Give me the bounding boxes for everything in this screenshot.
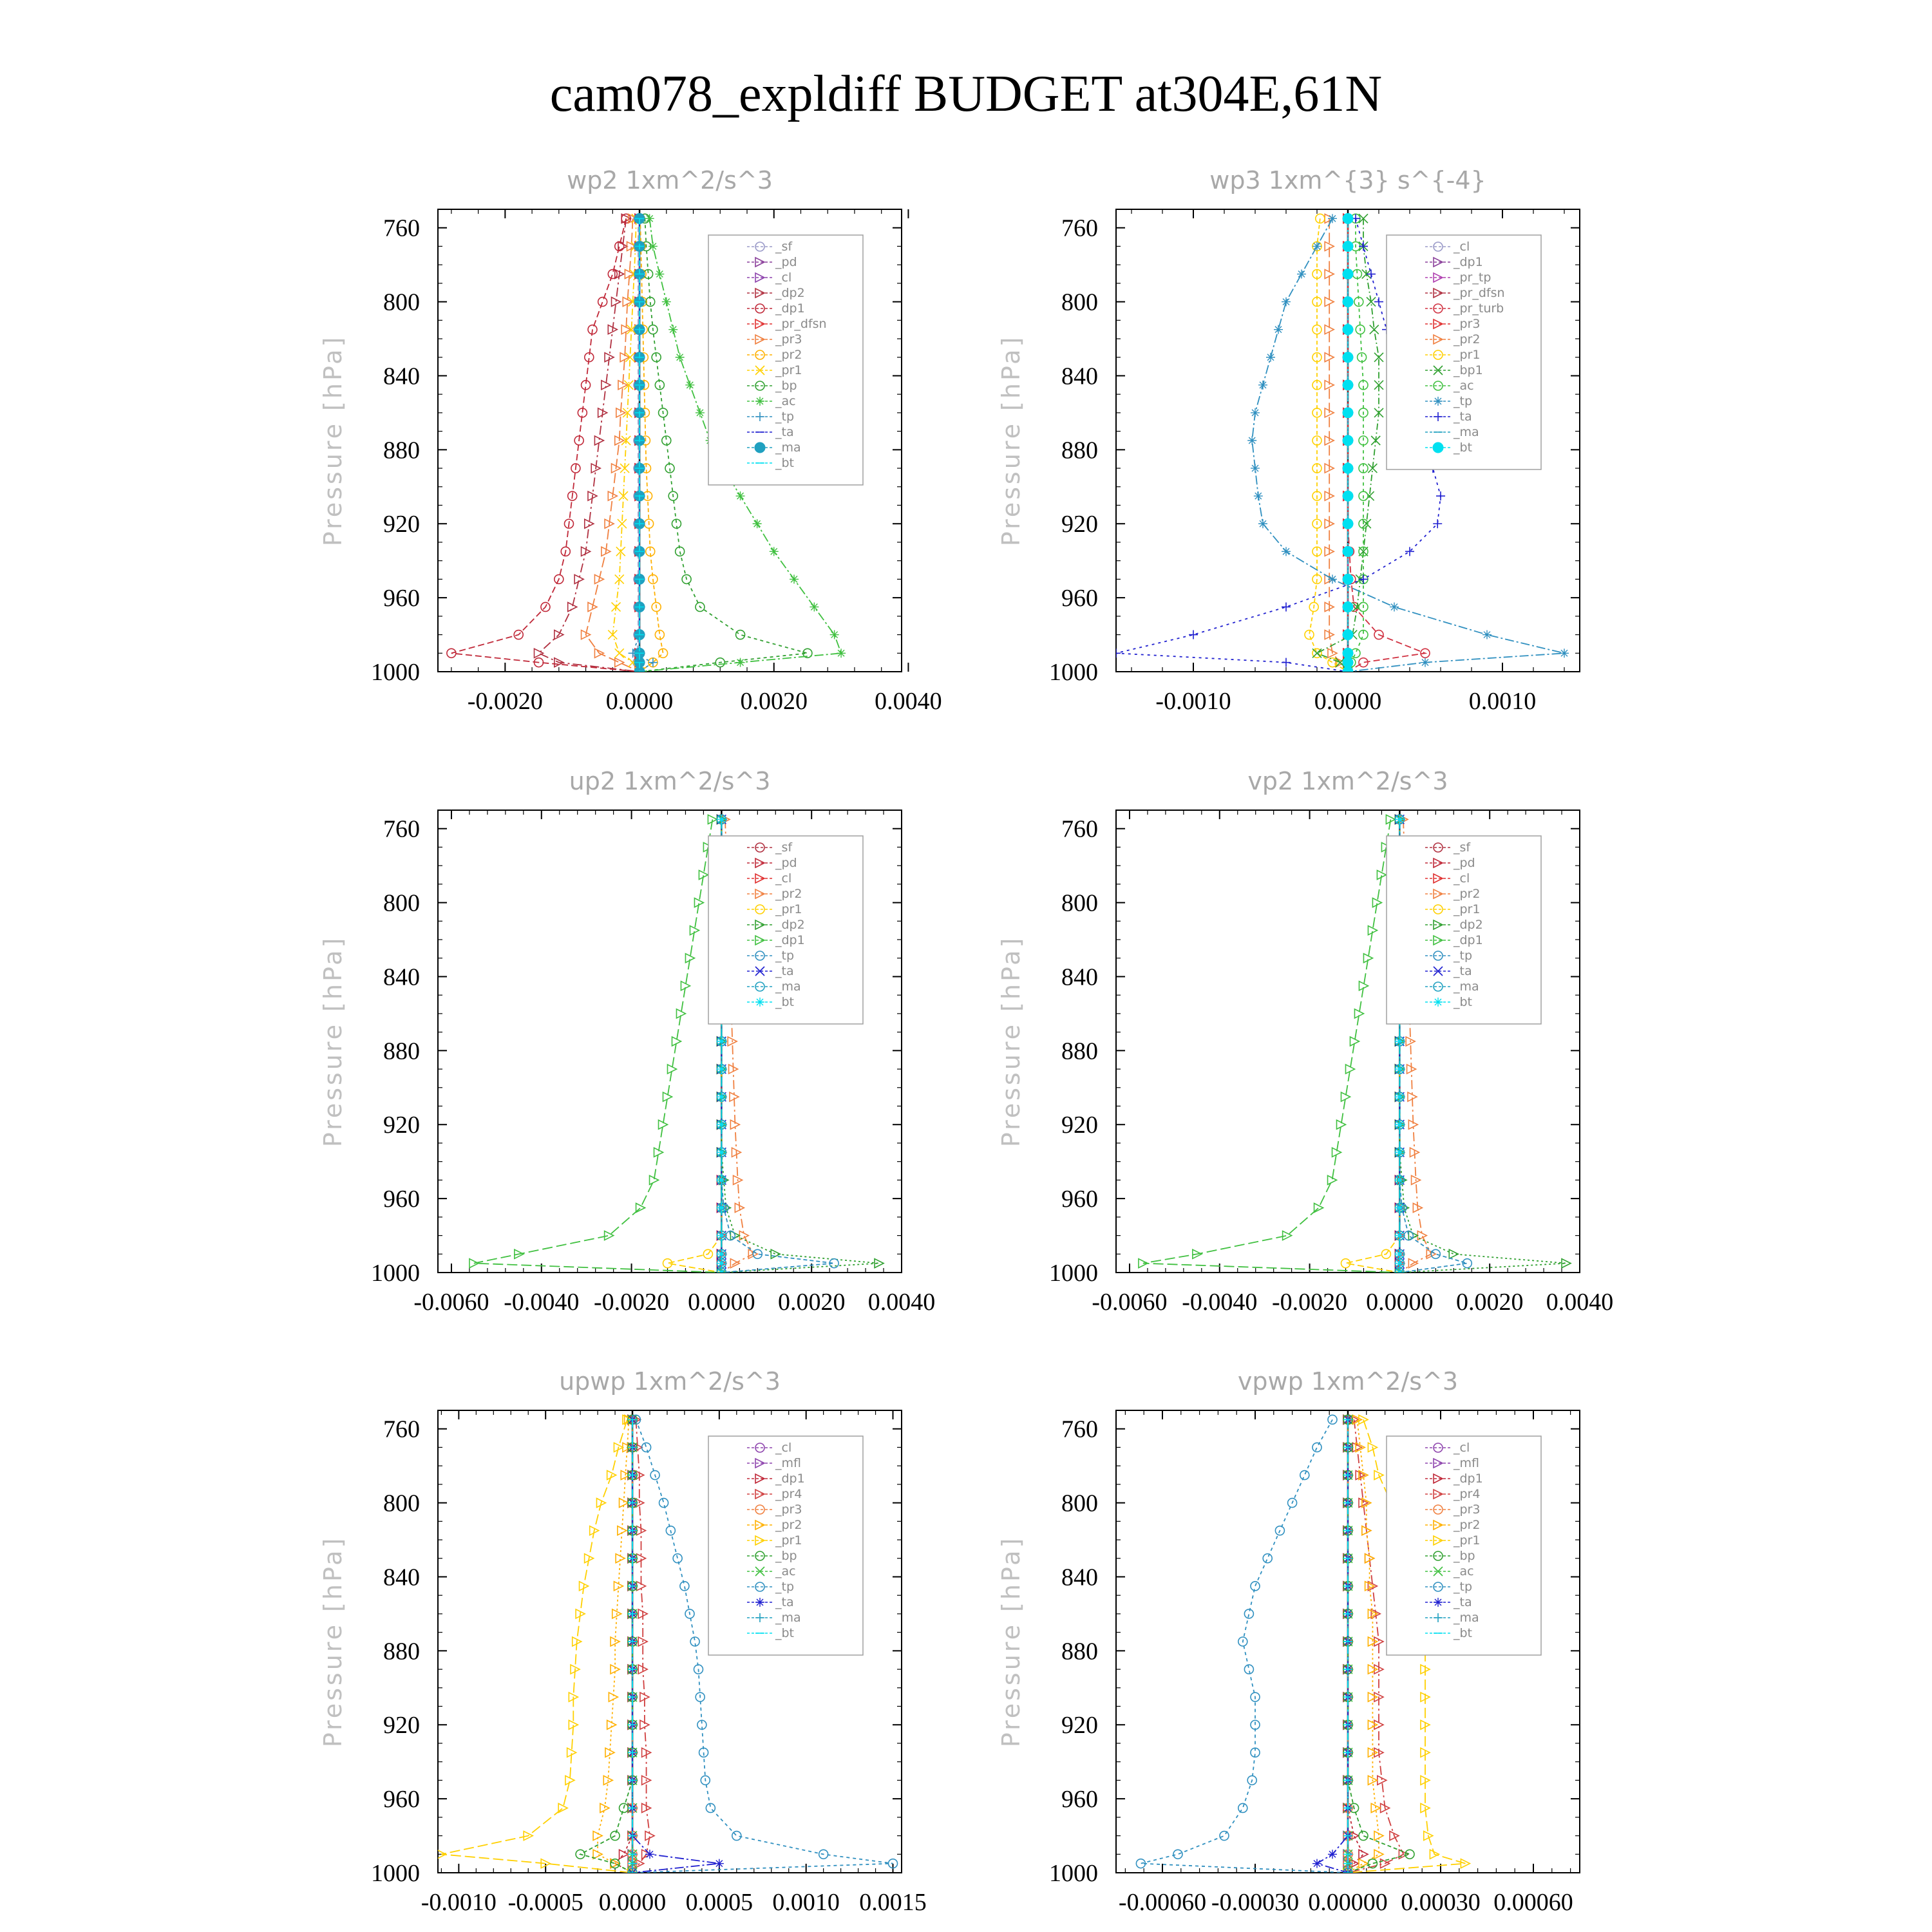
- y-axis-label: Pressure [hPa]: [997, 1535, 1025, 1748]
- legend: [1387, 1436, 1541, 1655]
- y-tick-label: 880: [1061, 1638, 1098, 1665]
- x-tick-label: 0.00030: [1401, 1889, 1481, 1916]
- legend-marker: [1434, 397, 1443, 406]
- figure-title: cam078_expldiff BUDGET at304E,61N: [549, 66, 1383, 122]
- x-tick-label: -0.0005: [507, 1889, 583, 1916]
- x-tick-label: 0.0000: [605, 688, 674, 715]
- y-axis-label: Pressure [hPa]: [319, 1535, 347, 1748]
- legend-label: _dp2: [775, 918, 805, 932]
- data-point: [1282, 298, 1291, 307]
- data-point: [1395, 1259, 1404, 1268]
- y-tick-label: 1000: [1049, 1260, 1098, 1287]
- legend-label: _tp: [1454, 949, 1473, 963]
- legend-label: _dp1: [775, 1472, 805, 1486]
- x-tick-label: -0.0020: [1272, 1289, 1348, 1316]
- data-point: [1251, 464, 1260, 473]
- x-tick-label: 0.0005: [685, 1889, 753, 1916]
- y-tick-label: 880: [383, 1638, 420, 1665]
- panel-title: vp2 1xm^2/s^3: [1247, 767, 1448, 795]
- legend-marker: [755, 397, 764, 406]
- legend: [1387, 235, 1541, 469]
- legend-label: _pr1: [1454, 1533, 1481, 1548]
- legend-label: _ma: [1454, 980, 1479, 994]
- x-tick-label: 0.0010: [772, 1889, 840, 1916]
- data-point: [1251, 408, 1260, 417]
- data-point: [696, 408, 705, 417]
- x-tick-label: 0.0020: [1455, 1289, 1524, 1316]
- data-point: [717, 1259, 726, 1268]
- legend-label: _pr4: [775, 1487, 802, 1501]
- y-tick-label: 800: [383, 889, 420, 917]
- data-point: [1343, 491, 1353, 501]
- legend-label: _tp: [775, 949, 795, 963]
- legend-label: _pr_dfsn: [1454, 286, 1505, 300]
- data-point: [1343, 518, 1353, 529]
- legend-label: _pr1: [1454, 902, 1481, 916]
- data-point: [1482, 630, 1492, 639]
- legend-label: _bp: [1454, 1549, 1475, 1563]
- data-point: [1254, 491, 1263, 500]
- y-tick-label: 920: [383, 511, 420, 538]
- data-point: [1258, 381, 1267, 390]
- legend-label: _ma: [1454, 425, 1479, 439]
- legend-label: _dp1: [1454, 1472, 1483, 1486]
- data-point: [1328, 214, 1337, 223]
- legend-label: _pr2: [1454, 1518, 1481, 1532]
- legend-label: _pr3: [1454, 1502, 1481, 1517]
- legend-label: _ac: [1454, 379, 1474, 393]
- y-tick-label: 1000: [371, 659, 420, 686]
- legend-label: _bp: [775, 1549, 797, 1563]
- legend-label: _tp: [1454, 1580, 1473, 1594]
- data-point: [810, 602, 819, 611]
- y-tick-label: 840: [383, 363, 420, 390]
- data-point: [1282, 547, 1291, 556]
- legend-label: _pr1: [775, 1533, 802, 1548]
- legend-marker: [1433, 442, 1443, 453]
- data-point: [717, 1175, 726, 1184]
- y-tick-label: 840: [383, 1564, 420, 1591]
- x-tick-label: -0.00060: [1118, 1889, 1207, 1916]
- legend-label: _pr_turb: [1454, 301, 1504, 316]
- data-point: [717, 1231, 726, 1240]
- legend-label: _pr2: [775, 348, 802, 362]
- data-point: [1274, 325, 1283, 334]
- legend-label: _dp2: [775, 286, 805, 300]
- legend: [708, 1436, 863, 1655]
- y-tick-label: 800: [1061, 1490, 1098, 1517]
- legend-label: _pr3: [775, 332, 802, 346]
- y-tick-label: 1000: [1049, 1860, 1098, 1887]
- legend-label: _dp1: [1454, 933, 1483, 947]
- y-tick-label: 960: [1061, 1786, 1098, 1814]
- data-point: [1258, 519, 1267, 528]
- legend-label: _ta: [775, 425, 794, 439]
- legend-label: _bt: [775, 456, 795, 470]
- data-point: [736, 491, 745, 500]
- data-point: [1395, 1065, 1404, 1074]
- y-tick-label: 920: [1061, 1112, 1098, 1139]
- data-point: [655, 270, 664, 279]
- legend-label: _bt: [775, 995, 795, 1009]
- panel-title: upwp 1xm^2/s^3: [559, 1367, 781, 1396]
- legend-label: _pr1: [775, 902, 802, 916]
- legend-label: _ma: [775, 1611, 801, 1625]
- y-tick-label: 800: [1061, 289, 1098, 316]
- data-point: [1343, 325, 1353, 335]
- data-point: [1343, 648, 1353, 658]
- y-axis-label: Pressure [hPa]: [997, 334, 1025, 547]
- data-point: [1247, 436, 1256, 445]
- data-point: [668, 325, 677, 334]
- legend-label: _dp1: [775, 933, 805, 947]
- y-tick-label: 760: [1061, 815, 1098, 843]
- legend-label: _pr2: [775, 887, 802, 901]
- data-point: [717, 1037, 726, 1046]
- legend-label: _bp1: [1454, 363, 1483, 377]
- legend-label: _cl: [775, 871, 792, 886]
- data-point: [645, 214, 654, 223]
- data-point: [1395, 1231, 1404, 1240]
- x-tick-label: 0.0000: [1366, 1289, 1434, 1316]
- x-tick-label: 0.0000: [688, 1289, 755, 1316]
- x-tick-label: -0.0040: [504, 1289, 580, 1316]
- legend-label: _cl: [1454, 871, 1470, 886]
- y-tick-label: 960: [383, 585, 420, 612]
- data-point: [1343, 574, 1353, 584]
- y-tick-label: 800: [383, 289, 420, 316]
- y-tick-label: 760: [1061, 214, 1098, 242]
- data-point: [790, 574, 799, 583]
- legend-label: _bt: [1454, 995, 1473, 1009]
- legend-label: _ac: [1454, 1564, 1474, 1578]
- legend-label: _mfl: [1454, 1456, 1479, 1470]
- data-point: [1395, 1037, 1404, 1046]
- legend-label: _ta: [1454, 964, 1472, 978]
- legend-label: _ta: [1454, 410, 1472, 424]
- data-point: [1395, 1203, 1404, 1212]
- data-point: [1343, 380, 1353, 390]
- data-point: [717, 1092, 726, 1101]
- data-point: [1343, 269, 1353, 279]
- data-point: [662, 298, 671, 307]
- legend-label: _pr1: [1454, 348, 1481, 362]
- data-point: [770, 547, 779, 556]
- legend-label: _ta: [1454, 1595, 1472, 1609]
- y-tick-label: 920: [383, 1712, 420, 1739]
- legend: [708, 836, 863, 1024]
- x-tick-label: 0.0020: [777, 1289, 846, 1316]
- y-tick-label: 880: [383, 1037, 420, 1065]
- y-tick-label: 1000: [371, 1860, 420, 1887]
- panel-title: vpwp 1xm^2/s^3: [1237, 1367, 1459, 1396]
- y-tick-label: 880: [1061, 437, 1098, 464]
- y-tick-label: 960: [1061, 585, 1098, 612]
- data-point: [717, 815, 726, 824]
- data-point: [1343, 213, 1353, 223]
- y-tick-label: 920: [383, 1112, 420, 1139]
- data-point: [1395, 1175, 1404, 1184]
- y-tick-label: 760: [383, 214, 420, 242]
- data-point: [717, 1065, 726, 1074]
- data-point: [1560, 649, 1569, 658]
- legend-label: _cl: [1454, 1441, 1470, 1455]
- legend-label: _pr1: [775, 363, 802, 377]
- x-tick-label: 0.0010: [1468, 688, 1537, 715]
- y-tick-label: 960: [383, 1786, 420, 1814]
- legend-label: _dp2: [1454, 918, 1483, 932]
- legend-label: _bt: [775, 1626, 795, 1640]
- y-tick-label: 840: [1061, 1564, 1098, 1591]
- x-tick-label: -0.0060: [1092, 1289, 1168, 1316]
- legend-label: _pd: [1454, 856, 1475, 870]
- legend-label: _pr3: [1454, 317, 1481, 331]
- legend-label: _pr2: [1454, 887, 1481, 901]
- legend-label: _sf: [775, 840, 793, 855]
- y-tick-label: 960: [383, 1186, 420, 1213]
- data-point: [1266, 353, 1275, 362]
- legend-label: _bt: [1454, 1626, 1473, 1640]
- y-tick-label: 840: [1061, 963, 1098, 991]
- x-tick-label: -0.0010: [1155, 688, 1231, 715]
- legend-label: _ma: [1454, 1611, 1479, 1625]
- x-tick-label: 0.00000: [1308, 1889, 1388, 1916]
- data-point: [1395, 1249, 1404, 1258]
- legend-label: _pr_tp: [1454, 270, 1492, 285]
- x-tick-label: -0.0040: [1182, 1289, 1258, 1316]
- data-point: [1343, 408, 1353, 418]
- x-tick-label: -0.0010: [421, 1889, 497, 1916]
- y-tick-label: 1000: [1049, 659, 1098, 686]
- legend-label: _pr_dfsn: [775, 317, 827, 331]
- legend-label: _tp: [1454, 394, 1473, 408]
- legend-marker: [1434, 1598, 1443, 1607]
- data-point: [1312, 1859, 1321, 1868]
- legend-label: _bp: [775, 379, 797, 393]
- data-point: [717, 1203, 726, 1212]
- data-point: [837, 649, 846, 658]
- data-point: [717, 1120, 726, 1129]
- y-tick-label: 760: [1061, 1416, 1098, 1443]
- data-point: [1312, 242, 1321, 251]
- data-point: [1395, 1148, 1404, 1157]
- legend: [1387, 836, 1541, 1024]
- data-point: [1328, 574, 1337, 583]
- data-point: [1343, 601, 1353, 612]
- y-tick-label: 840: [383, 963, 420, 991]
- data-point: [676, 353, 685, 362]
- legend-marker: [755, 998, 764, 1007]
- x-tick-label: -0.0020: [594, 1289, 670, 1316]
- panel-title: wp3 1xm^{3} s^{-4}: [1209, 166, 1486, 194]
- x-tick-label: -0.0020: [467, 688, 543, 715]
- data-point: [1343, 297, 1353, 307]
- x-tick-label: 0.0040: [1546, 1289, 1614, 1316]
- data-point: [649, 242, 658, 251]
- legend-label: _pr2: [775, 1518, 802, 1532]
- data-point: [736, 658, 745, 667]
- y-tick-label: 800: [1061, 889, 1098, 917]
- legend-label: _cl: [775, 270, 792, 285]
- y-tick-label: 920: [1061, 1712, 1098, 1739]
- data-point: [1343, 630, 1353, 640]
- legend-label: _sf: [1454, 840, 1471, 855]
- legend: [708, 235, 863, 485]
- legend-marker: [755, 442, 765, 453]
- legend-label: _pd: [775, 255, 797, 269]
- panel-title: up2 1xm^2/s^3: [569, 767, 771, 795]
- x-tick-label: 0.0015: [859, 1889, 927, 1916]
- legend-label: _ta: [775, 1595, 794, 1609]
- data-point: [685, 381, 694, 390]
- legend-marker: [755, 1598, 764, 1607]
- legend-label: _mfl: [775, 1456, 801, 1470]
- y-tick-label: 840: [1061, 363, 1098, 390]
- y-tick-label: 960: [1061, 1186, 1098, 1213]
- data-point: [1328, 1850, 1337, 1859]
- y-tick-label: 880: [1061, 1037, 1098, 1065]
- data-point: [1343, 546, 1353, 556]
- y-tick-label: 800: [383, 1490, 420, 1517]
- data-point: [645, 1850, 654, 1859]
- y-axis-label: Pressure [hPa]: [997, 935, 1025, 1148]
- legend-label: _ac: [775, 394, 796, 408]
- legend-marker: [1434, 998, 1443, 1007]
- legend-label: _tp: [775, 1580, 795, 1594]
- data-point: [1390, 602, 1399, 611]
- legend-label: _pr2: [1454, 332, 1481, 346]
- data-point: [1343, 435, 1353, 446]
- data-point: [1395, 1092, 1404, 1101]
- x-tick-label: 0.0040: [867, 1289, 936, 1316]
- data-point: [1343, 658, 1353, 668]
- x-tick-label: 0.0000: [1314, 688, 1382, 715]
- legend-label: _dp1: [1454, 255, 1483, 269]
- legend-label: _cl: [1454, 240, 1470, 254]
- legend-label: _pd: [775, 856, 797, 870]
- y-tick-label: 880: [383, 437, 420, 464]
- x-tick-label: 0.00060: [1493, 1889, 1573, 1916]
- y-tick-label: 920: [1061, 511, 1098, 538]
- x-tick-label: 0.0020: [740, 688, 808, 715]
- x-tick-label: -0.00030: [1211, 1889, 1300, 1916]
- data-point: [1297, 270, 1306, 279]
- x-tick-label: 0.0000: [598, 1889, 667, 1916]
- y-tick-label: 1000: [371, 1260, 420, 1287]
- legend-label: _pr4: [1454, 1487, 1481, 1501]
- data-point: [1343, 352, 1353, 363]
- legend-label: _bt: [1454, 440, 1473, 455]
- data-point: [1421, 658, 1430, 667]
- legend-label: _pr3: [775, 1502, 802, 1517]
- y-tick-label: 760: [383, 1416, 420, 1443]
- x-tick-label: 0.0040: [875, 688, 942, 715]
- legend-label: _ac: [775, 1564, 796, 1578]
- data-point: [715, 1859, 724, 1868]
- data-point: [717, 1249, 726, 1258]
- panel-title: wp2 1xm^2/s^3: [567, 166, 773, 194]
- data-point: [1343, 241, 1353, 251]
- data-point: [1395, 815, 1404, 824]
- legend-label: _dp1: [775, 301, 805, 316]
- legend-label: _cl: [775, 1441, 792, 1455]
- data-point: [753, 519, 762, 528]
- data-point: [830, 630, 839, 639]
- y-axis-label: Pressure [hPa]: [319, 334, 347, 547]
- data-point: [1343, 463, 1353, 473]
- legend-label: _ma: [775, 440, 801, 455]
- legend-label: _tp: [775, 410, 795, 424]
- x-tick-label: -0.0060: [413, 1289, 489, 1316]
- y-tick-label: 760: [383, 815, 420, 843]
- legend-label: _ma: [775, 980, 801, 994]
- y-axis-label: Pressure [hPa]: [319, 935, 347, 1148]
- data-point: [717, 1148, 726, 1157]
- legend-label: _sf: [775, 240, 793, 254]
- data-point: [1395, 1120, 1404, 1129]
- legend-label: _ta: [775, 964, 794, 978]
